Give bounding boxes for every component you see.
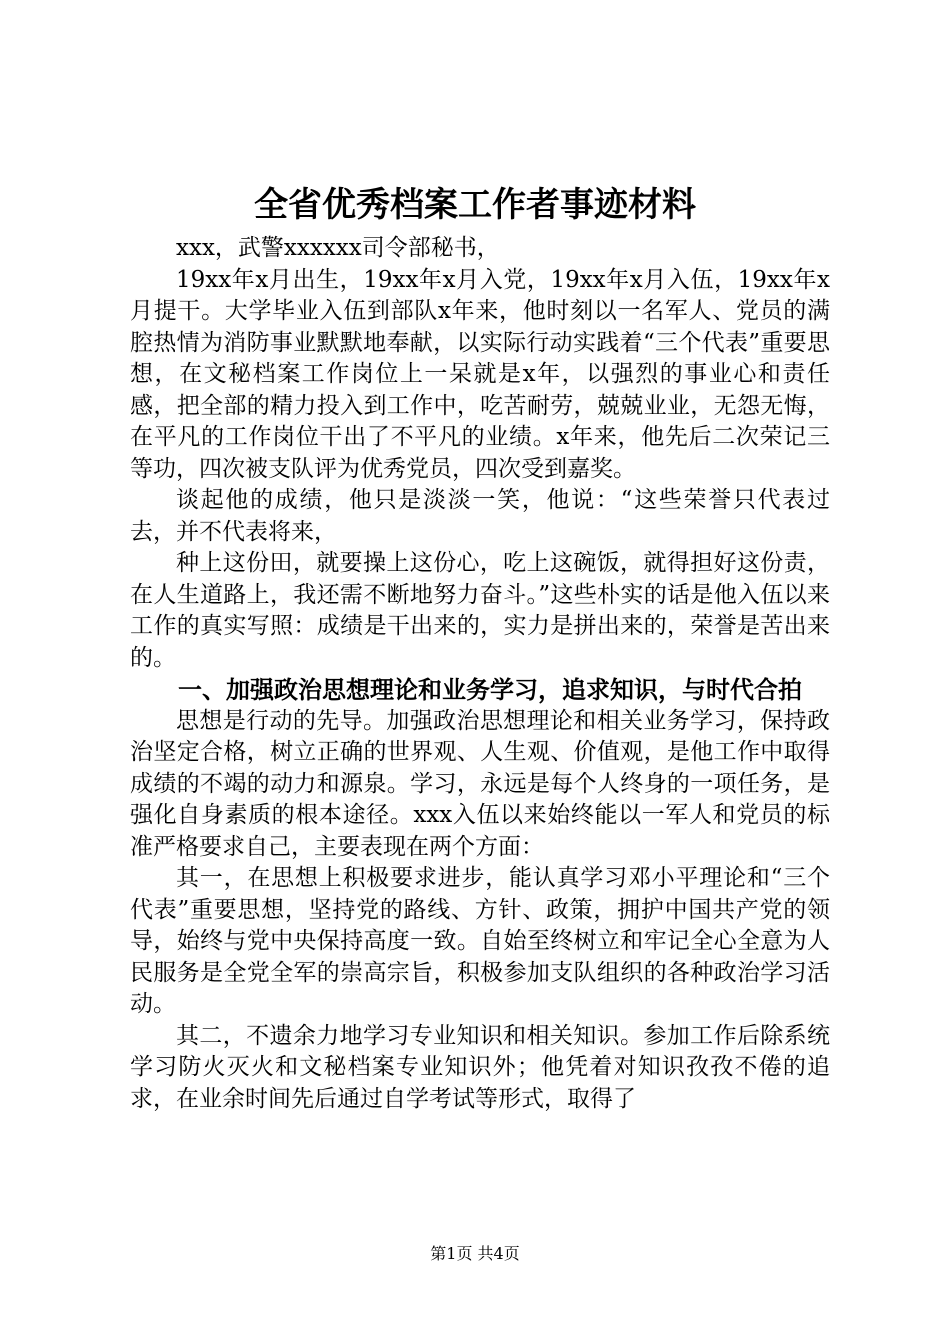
document-body [130,233,830,1115]
paragraph-point-two: 其二，不遗余力地学习专业知识和相关知识。参加工作后除系统学习防火灭火和文秘档案专业知识外；他凭着对知识孜孜不倦的追求，在业余时间先后通过自学考试等形式，取得了 [130,1022,830,1112]
paragraph-quote-end: 种上这份田，就要操上这份心，吃上这碗饭，就得担好这份责，在人生道路上，我还需不断地努力奋斗。”这些朴实的话是他入伍以来工作的真实写照：成绩是干出来的，实力是拼出来的，荣誉是苦出来的。 [130,550,830,671]
paragraph-study: 思想是行动的先导。加强政治思想理论和相关业务学习，保持政治坚定合格，树立正确的世界观、人生观、价值观，是他工作中取得成绩的不竭的动力和源泉。学习，永远是每个人终身的一项任务，是强化自身素质的根本途径。xxx入伍以来始终能以一军人和党员的标准严格要求自己，主要表现在两个方面： [130,707,830,860]
paragraph-biography: 19xx年x月出生，19xx年x月入党，19xx年x月入伍，19xx年x月提干。大学毕业入伍到部队x年来，他时刻以一名军人、党员的满腔热情为消防事业默默地奉献，以实际行动实践着“三个代表”重要思想，在文秘档案工作岗位上一呆就是x年，以强烈的事业心和责任感，把全部的精力投入到工作中，吃苦耐劳，兢兢业业，无怨无悔，在平凡的工作岗位干出了不平凡的业绩。x年来，他先后二次荣记三等功，四次被支队评为优秀党员，四次受到嘉奖。 [130,266,830,482]
document-title: 全省优秀档案工作者事迹材料 [254,185,696,225]
paragraph-point-one: 其一，在思想上积极要求进步，能认真学习邓小平理论和“三个代表”重要思想，坚持党的路线、方针、政策，拥护中国共产党的领导，始终与党中央保持高度一致。自始至终树立和牢记全心全意为人民服务是全党全军的崇高宗旨，积极参加支队组织的各种政治学习活动。 [130,865,830,1017]
paragraph-intro: xxx，武警xxxxxx司令部秘书， [176,235,500,261]
section-heading-1: 一、加强政治思想理论和业务学习，追求知识，与时代合拍 [178,675,802,704]
page-number-footer: 第1页 共4页 [430,1244,520,1263]
paragraph-quote-start: 谈起他的成绩，他只是淡淡一笑，他说：“这些荣誉只代表过去，并不代表将来， [130,487,830,545]
